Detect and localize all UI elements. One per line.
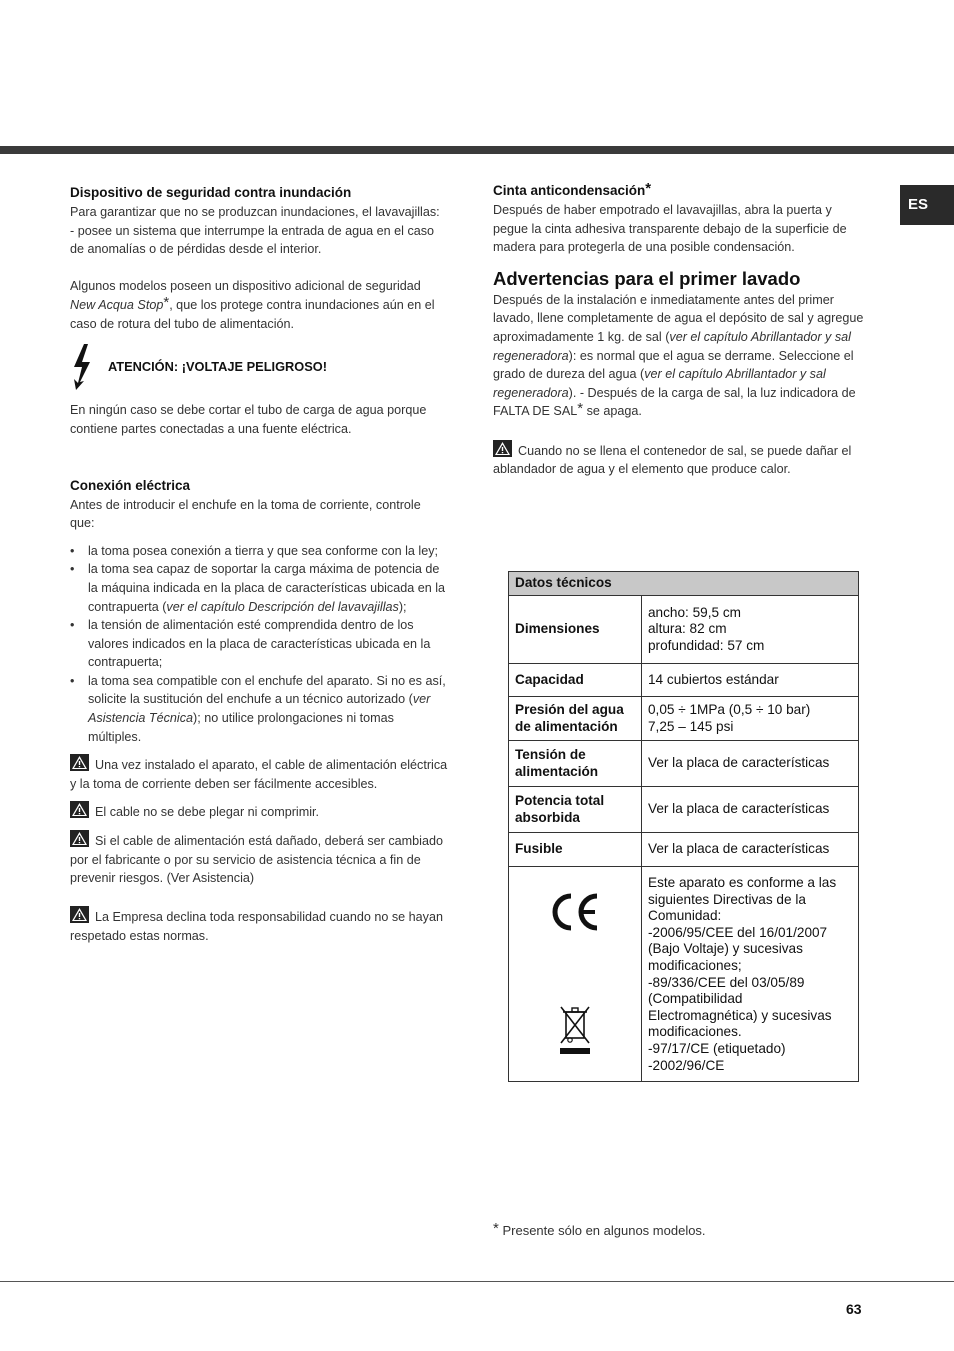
text-emphasis: ver el capítulo Abrillantador y sal regeneradora bbox=[493, 329, 851, 363]
value-line: altura: 82 cm bbox=[648, 621, 727, 637]
table-row bbox=[509, 741, 859, 787]
footer-rule bbox=[0, 1281, 954, 1282]
warning-triangle-icon bbox=[70, 830, 89, 847]
table-header: Datos técnicos bbox=[509, 572, 859, 596]
warning-note bbox=[70, 830, 448, 888]
language-tab: ES bbox=[900, 185, 954, 225]
ce-mark-icon bbox=[549, 892, 601, 932]
warning-note bbox=[70, 754, 448, 793]
value-line: Este aparato es conforme a las siguientes Directivas de la Comunidad: bbox=[648, 875, 837, 924]
value-line: 7,25 – 145 psi bbox=[648, 718, 734, 734]
asterisk: * bbox=[163, 293, 170, 311]
paragraph: - posee un sistema que interrumpe la entrada de agua en el caso de anomalías o de pérdidas desde el interior. bbox=[70, 223, 435, 257]
check-list bbox=[70, 542, 448, 747]
text: La Empresa declina toda responsabilidad cuando no se hayan respetado estas normas. bbox=[70, 910, 443, 943]
value-line: profundidad: 57 cm bbox=[648, 637, 765, 653]
text-emphasis: ver Asistencia Técnica bbox=[88, 692, 431, 726]
section-title-first-wash: Advertencias para el primer lavado bbox=[493, 267, 801, 289]
paragraph: Antes de introducir el enchufe en la toma de corriente, controle que: bbox=[70, 497, 421, 531]
row-value bbox=[642, 787, 859, 833]
compliance-text bbox=[642, 867, 859, 1082]
value-line: 14 cubiertos estándar bbox=[648, 671, 779, 687]
right-column bbox=[493, 181, 865, 479]
warning-triangle-icon bbox=[70, 801, 89, 818]
value-line: Ver la placa de características bbox=[648, 801, 830, 817]
warning-note bbox=[493, 440, 865, 479]
warning-note bbox=[70, 906, 448, 945]
value-line: 0,05 ÷ 1MPa (0,5 ÷ 10 bar) bbox=[648, 701, 811, 717]
text: Una vez instalado el aparato, el cable de alimentación eléctrica y la toma de corriente deben ser fácilmente accesibles. bbox=[70, 758, 448, 791]
list-item: • la toma posea conexión a tierra y que sea conforme con la ley; bbox=[70, 542, 448, 561]
text: Presente sólo en algunos modelos. bbox=[502, 1223, 706, 1238]
table-row bbox=[509, 697, 859, 741]
table-row bbox=[509, 833, 859, 867]
voltage-warning bbox=[70, 343, 448, 391]
paragraph: En ningún caso se debe cortar el tubo de carga de agua porque contiene partes conectadas a una fuente eléctrica. bbox=[70, 403, 427, 436]
attention-label: ATENCIÓN: ¡VOLTAJE PELIGROSO! bbox=[108, 358, 327, 374]
text: ). - Después de la carga de sal, la luz indicadora de FALTA DE SAL bbox=[493, 385, 856, 419]
text: Si el cable de alimentación está dañado, deberá ser cambiado por el fabricante o por su servicio de asistencia técnica a fin de prevenir riesgos. (Ver Asistencia) bbox=[70, 834, 443, 886]
row-value bbox=[642, 697, 859, 741]
text: ); no utilice prolongaciones ni tomas múltiples. bbox=[88, 711, 394, 744]
paragraph: Para garantizar que no se produzcan inundaciones, el lavavajillas: bbox=[70, 205, 440, 219]
value-line: -89/336/CEE del 03/05/89 (Compatibilidad Electromagnética) y sucesivas modificaciones. bbox=[648, 974, 832, 1040]
value-line: -2002/96/CE bbox=[648, 1057, 725, 1073]
value-line: -2006/95/CEE del 16/01/2007 (Bajo Voltaje) y sucesivas modificaciones; bbox=[648, 924, 828, 973]
warning-triangle-icon bbox=[70, 906, 89, 923]
text: Después de la instalación e inmediatamente antes del primer lavado, llene completamente de agua el depósito de sal y agregue aproximadamente 1 kg. de sal ( bbox=[493, 292, 864, 344]
text: se apaga. bbox=[583, 404, 642, 419]
text: El cable no se debe plegar ni comprimir. bbox=[95, 805, 320, 820]
table-header-row bbox=[509, 572, 859, 596]
text: Algunos modelos poseen un dispositivo adicional de seguridad bbox=[70, 279, 421, 294]
list-item bbox=[70, 560, 448, 616]
value-line: Ver la placa de características bbox=[648, 841, 830, 857]
list-item bbox=[70, 672, 448, 746]
table-row bbox=[509, 664, 859, 697]
paragraph: Después de haber empotrado el lavavajillas, abra la puerta y pegue la cinta adhesiva transparente debajo de la superficie de madera para protegerla de una posible condensación. bbox=[493, 203, 847, 255]
row-label: Presión del agua de alimentación bbox=[509, 697, 642, 741]
footnote bbox=[493, 1220, 706, 1238]
text-emphasis: ver el capítulo Abrillantador y sal regeneradora bbox=[493, 367, 826, 400]
text-emphasis: New Acqua Stop bbox=[70, 297, 164, 312]
paragraph bbox=[70, 277, 448, 333]
row-label: Potencia total absorbida bbox=[509, 787, 642, 833]
high-voltage-bolt-icon bbox=[70, 343, 94, 391]
row-label: Tensión de alimentación bbox=[509, 741, 642, 787]
asterisk: * bbox=[493, 1220, 499, 1237]
table-row-certification bbox=[509, 867, 859, 1082]
asterisk: * bbox=[645, 180, 652, 197]
row-label: Capacidad bbox=[509, 664, 642, 697]
weee-bin-icon bbox=[558, 1004, 592, 1056]
row-label: Fusible bbox=[509, 833, 642, 867]
paragraph bbox=[493, 291, 865, 421]
row-value bbox=[642, 741, 859, 787]
section-title-electrical: Conexión eléctrica bbox=[70, 477, 191, 493]
cert-marks bbox=[509, 867, 642, 1082]
table-row bbox=[509, 787, 859, 833]
left-column bbox=[70, 183, 448, 946]
asterisk: * bbox=[577, 400, 584, 418]
text: la toma sea compatible con el enchufe del aparato. Si no es así, solicite la sustitución del enchufe a un técnico autorizado ( bbox=[88, 673, 446, 707]
value-line: ancho: 59,5 cm bbox=[648, 604, 741, 620]
technical-data-table bbox=[508, 571, 859, 1082]
value-line: -97/17/CE (etiquetado) bbox=[648, 1040, 786, 1056]
section-title-condensation-strip bbox=[493, 181, 865, 201]
text: ); bbox=[398, 599, 407, 614]
text: , que los protege contra inundaciones aún en el caso de rotura del tubo de alimentación. bbox=[70, 297, 435, 331]
text: Cinta anticondensación bbox=[493, 183, 646, 198]
list-item: • la tensión de alimentación esté comprendida dentro de los valores indicados en la placa de características ubicada en la contrapuerta; bbox=[70, 616, 448, 672]
row-value bbox=[642, 833, 859, 867]
value-line: Ver la placa de características bbox=[648, 755, 830, 771]
page-number: 63 bbox=[846, 1301, 862, 1317]
text-emphasis: ver el capítulo Descripción del lavavajillas bbox=[166, 599, 399, 614]
row-value bbox=[642, 596, 859, 664]
text: Cuando no se llena el contenedor de sal, se puede dañar el ablandador de agua y el elemento que produce calor. bbox=[493, 443, 852, 477]
warning-triangle-icon bbox=[70, 754, 89, 771]
text: la toma sea capaz de soportar la carga máxima de potencia de la máquina indicada en la placa de características ubicada en la contrapuerta ( bbox=[88, 562, 446, 614]
header-bar bbox=[0, 146, 954, 154]
warning-note bbox=[70, 801, 448, 822]
text: ): es normal que el agua se derrame. Seleccione el grado de dureza del agua ( bbox=[493, 348, 854, 382]
table-row bbox=[509, 596, 859, 664]
section-title-flood-safety: Dispositivo de seguridad contra inundación bbox=[70, 185, 352, 200]
warning-triangle-icon bbox=[493, 440, 512, 457]
row-label: Dimensiones bbox=[509, 596, 642, 664]
row-value bbox=[642, 664, 859, 697]
